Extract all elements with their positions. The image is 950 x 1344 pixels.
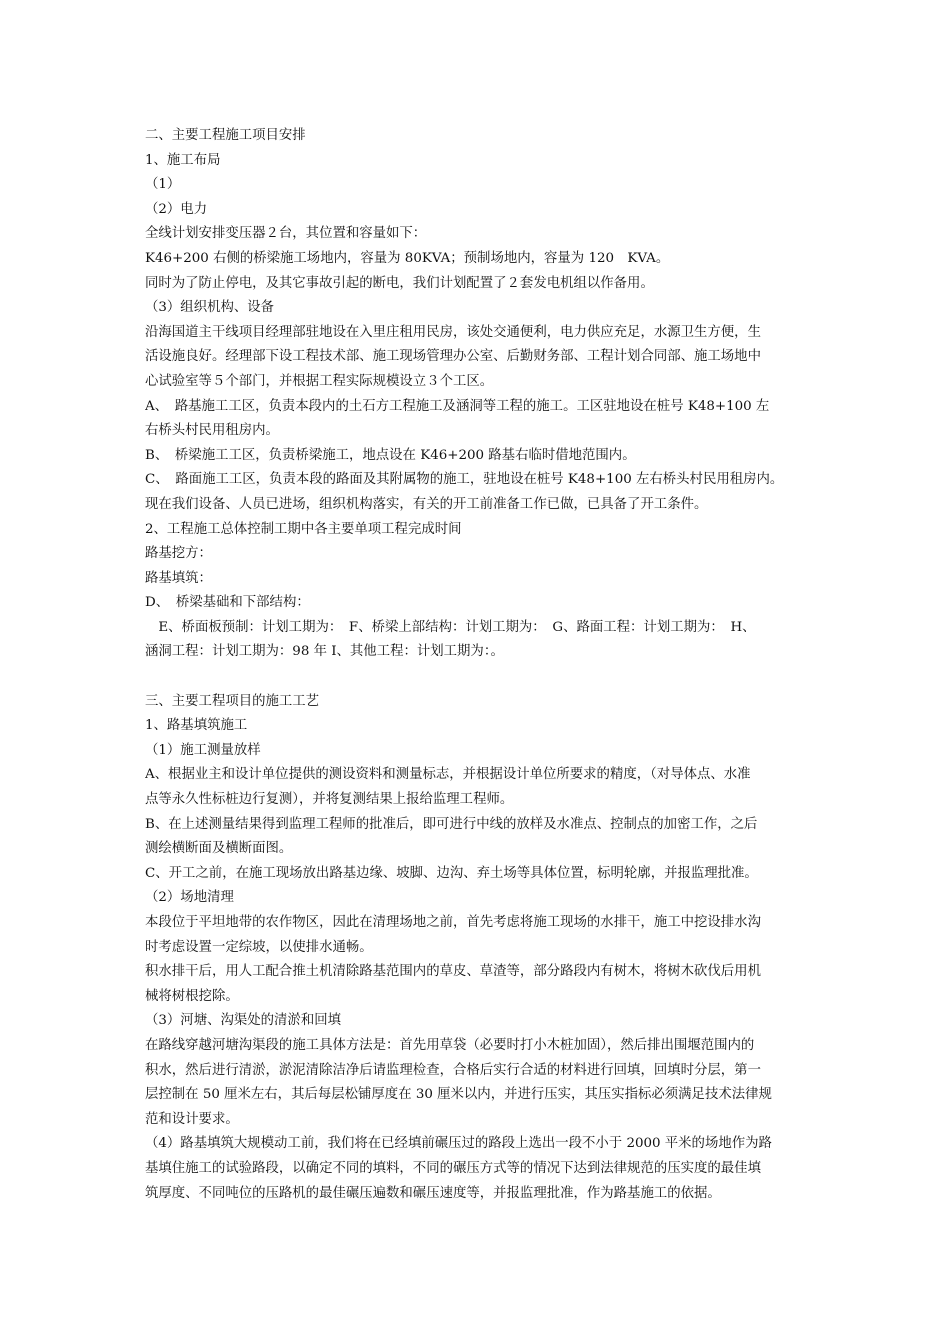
paragraph-line: C、 路面施工工区，负责本段的路面及其附属物的施工，驻地设在桩号 K48+100 左右桥头村民用租房内。 xyxy=(145,472,784,488)
paragraph-line: A、 路基施工工区，负责本段内的土石方工程施工及涵洞等工程的施工。工区驻地设在桩号 K48+100 左 xyxy=(145,398,770,414)
paragraph-line: 范和设计要求。 xyxy=(145,1111,239,1127)
paragraph-line: 现在我们设备、人员已进场，组织机构落实，有关的开工前准备工作已做，已具备了开工条件。 xyxy=(145,496,708,512)
paragraph-line: 点等永久性标桩边行复测），并将复测结果上报给监理工程师。 xyxy=(145,792,514,808)
paragraph-line: 筑厚度、不同吨位的压路机的最佳碾压遍数和碾压速度等，并报监理批准，作为路基施工的依据。 xyxy=(145,1185,721,1201)
paragraph-line: B、在上述测量结果得到监理工程师的批准后，即可进行中线的放样及水准点、控制点的加密工作，之后 xyxy=(145,816,758,832)
paragraph-line: 在路线穿越河塘沟渠段的施工具体方法是：首先用草袋（必要时打小木桩加固），然后排出围堰范围内的 xyxy=(145,1037,755,1053)
paragraph-line: D、 桥梁基础和下部结构： xyxy=(145,595,310,611)
section-heading: 二、主要工程施工项目安排 xyxy=(145,128,306,143)
paragraph-line: 积水，然后进行清淤，淤泥清除洁净后请监理检查，合格后实行合适的材料进行回填，回填时分层，第一 xyxy=(145,1062,761,1078)
paragraph-line: A、根据业主和设计单位提供的测设资料和测量标志，并根据设计单位所要求的精度，（对导体点、水准 xyxy=(145,767,751,783)
paragraph-line: 活设施良好。经理部下设工程技术部、施工现场管理办公室、后勤财务部、工程计划合同部、施工场地中 xyxy=(145,349,761,365)
paragraph-line: 积水排干后，用人工配合推土机清除路基范围内的草皮、草渣等，部分路段内有树木，将树木砍伐后用机 xyxy=(145,964,761,980)
paragraph-line: 层控制在 50 厘米左右，其后每层松铺厚度在 30 厘米以内，并进行压实，其压实指标必须满足技术法律规 xyxy=(145,1087,772,1103)
paragraph-line: 涵洞工程：计划工期为：98 年 I、其他工程：计划工期为：。 xyxy=(145,644,504,660)
item-heading: （3）组织机构、设备 xyxy=(145,300,275,316)
paragraph-line: 同时为了防止停电，及其它事故引起的断电，我们计划配置了２套发电机组以作备用。 xyxy=(145,275,654,291)
paragraph-line: B、 桥梁施工工区，负责桥梁施工，地点设在 K46+200 路基右临时借地范围内。 xyxy=(145,447,636,463)
paragraph-line: 时考虑设置一定综坡，以使排水通畅。 xyxy=(145,939,373,955)
paragraph-line: 基填住施工的试验路段，以确定不同的填料，不同的碾压方式等的情况下达到法律规范的压实度的最佳填 xyxy=(145,1160,761,1176)
paragraph-line: （4）路基填筑大规模动工前，我们将在已经填前碾压过的路段上选出一段不小于 2000 平米的场地作为路 xyxy=(145,1136,772,1152)
paragraph-line: C、开工之前，在施工现场放出路基边缘、坡脚、边沟、弃土场等具体位置，标明轮廓，并报监理批准。 xyxy=(145,865,758,881)
blank-line xyxy=(145,665,810,690)
paragraph-line: 本段位于平坦地带的农作物区，因此在清理场地之前，首先考虑将施工现场的水排干，施工中挖设排水沟 xyxy=(145,915,761,930)
paragraph-line: E、桥面板预制：计划工期为： F、桥梁上部结构：计划工期为： G、路面工程：计划工期为： H、 xyxy=(145,619,756,635)
paragraph-line: 沿海国道主干线项目经理部驻地设在入里庄租用民房，该处交通便利，电力供应充足，水源卫生方便，生 xyxy=(145,324,761,340)
paragraph-line: 械将树根挖除。 xyxy=(145,988,239,1004)
paragraph-line: 右桥头村民用租房内。 xyxy=(145,423,279,439)
item-heading: （3）河塘、沟渠处的清淤和回填 xyxy=(145,1013,341,1029)
document-body xyxy=(145,124,810,1206)
item-heading: （2）电力 xyxy=(145,201,208,217)
subsection-heading: 2、工程施工总体控制工期中各主要单项工程完成时间 xyxy=(145,521,462,537)
section-heading: 三、主要工程项目的施工工艺 xyxy=(145,693,320,709)
paragraph-line: 路基填筑： xyxy=(145,570,212,586)
item-heading: （1）施工测量放样 xyxy=(145,742,261,758)
paragraph-line: K46+200 右侧的桥梁施工场地内，容量为 80KVA；预制场地内，容量为 120 KVA。 xyxy=(145,250,670,266)
paragraph-line: 路基挖方： xyxy=(145,546,212,562)
paragraph-line: 全线计划安排变压器２台，其位置和容量如下： xyxy=(145,226,427,242)
item-heading: （1） xyxy=(145,177,181,193)
paragraph-line: 测绘横断面及横断面图。 xyxy=(145,841,293,857)
subsection-heading: 1、路基填筑施工 xyxy=(145,718,248,734)
subsection-heading: 1、施工布局 xyxy=(145,152,221,168)
paragraph-line: 心试验室等５个部门，并根据工程实际规模设立３个工区。 xyxy=(145,373,494,389)
item-heading: （2）场地清理 xyxy=(145,890,234,906)
